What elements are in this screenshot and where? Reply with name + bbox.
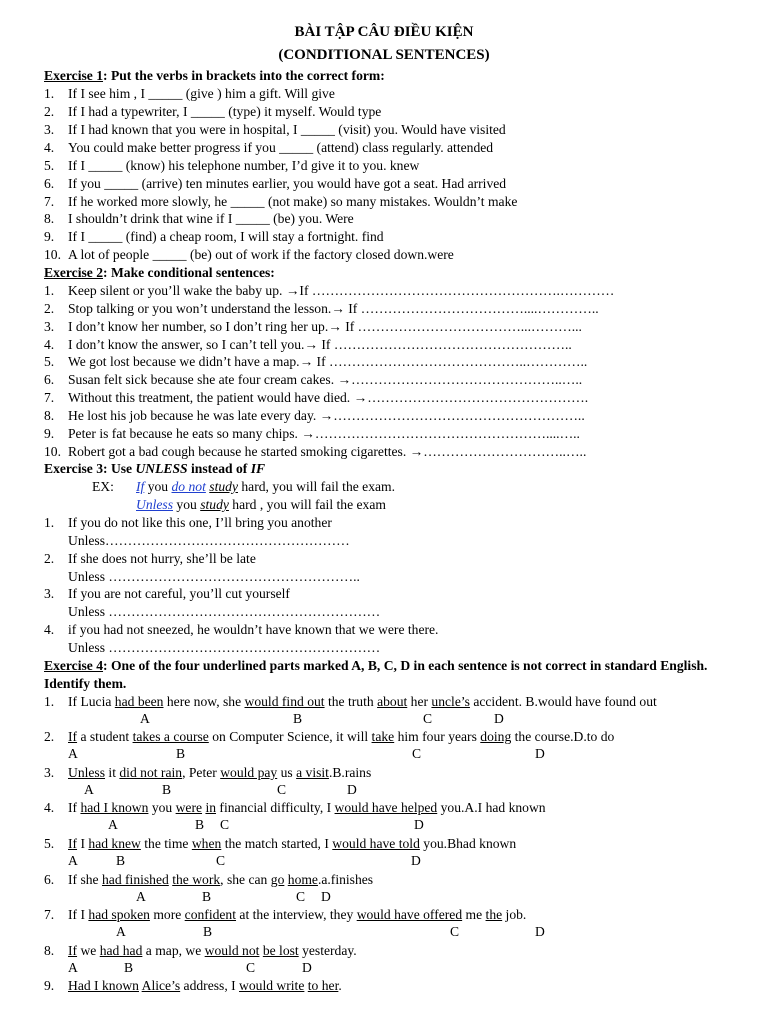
option-letter: B — [176, 746, 186, 761]
option-letter: A — [68, 853, 78, 868]
ex4-sentence: 8. If we had had a map, we would not be lost yesterday. — [44, 943, 357, 958]
ex3-answer-line: Unless ……………………………………………….. — [68, 569, 360, 584]
ex3-item: 4. if you had not sneezed, he wouldn’t have known that we were there. — [44, 622, 439, 637]
ex2-item: 9. Peter is fat because he eats so many chips. →……………………………………………....….. — [44, 426, 580, 441]
ex2-item: 10. Robert got a bad cough because he started smoking cigarettes. →…………………………..….. — [44, 444, 587, 459]
option-letter: C — [450, 924, 460, 939]
option-letter: B — [293, 711, 303, 726]
page-subtitle: (CONDITIONAL SENTENCES) — [278, 47, 490, 63]
option-letter: B — [203, 924, 213, 939]
ex3-item: 3. If you are not careful, you’ll cut yourself — [44, 586, 290, 601]
ex1-item: 8. I shouldn’t drink that wine if I _____ (be) you. Were — [44, 211, 354, 226]
ex2-item: 1. Keep silent or you’ll wake the baby up. →If ……………………………………………….………… — [44, 283, 615, 298]
ex4-sentence: 9. Had I known Alice’s address, I would write to her. — [44, 978, 342, 993]
option-letter: C — [412, 746, 422, 761]
option-letter: A — [68, 746, 78, 761]
ex4-sentence: 4. If had I known you were in financial difficulty, I would have helped you.A.I had known — [44, 800, 546, 815]
ex2-item: 7. Without this treatment, the patient would have died. →…………………………………………. — [44, 390, 589, 405]
ex4-sentence: 5. If I had knew the time when the match started, I would have told you.Bhad known — [44, 836, 517, 851]
ex1-item: 10. A lot of people _____ (be) out of work if the factory closed down.were — [44, 247, 454, 262]
ex4-sentence: 7. If I had spoken more confident at the interview, they would have offered me the job. — [44, 907, 527, 922]
ex3-example-1: EX: If you do not study hard, you will fail the exam. — [92, 479, 396, 494]
ex1-item: 5. If I _____ (know) his telephone number, I’d give it to you. knew — [44, 158, 420, 173]
ex1-item: 3. If I had known that you were in hospital, I _____ (visit) you. Would have visited — [44, 122, 506, 137]
ex3-answer-line: Unless …………………………………………………… — [68, 604, 381, 619]
page-title: BÀI TẬP CÂU ĐIỀU KIỆN — [294, 24, 474, 40]
option-letter: C — [296, 889, 306, 904]
ex4-sentence: 6. If she had finished the work, she can go home.a.finishes — [44, 872, 374, 887]
ex3-example-2: Unless you study hard , you will fail the exam — [136, 497, 386, 512]
ex2-item: 3. I don’t know her number, so I don’t ring her up.→ If ………………………………...………... — [44, 319, 582, 334]
ex1-item: 1. If I see him , I _____ (give ) him a gift. Will give — [44, 86, 335, 101]
option-letter: C — [423, 711, 433, 726]
ex3-answer-line: Unless……………………………………………… — [68, 533, 350, 548]
ex4-sentence: 1. If Lucia had been here now, she would find out the truth about her uncle’s accident. B.would have found out — [44, 694, 657, 709]
option-letter: D — [411, 853, 421, 868]
ex1-item: 4. You could make better progress if you _____ (attend) class regularly. attended — [44, 140, 494, 155]
exercise-2-heading: Exercise 2: Make conditional sentences: — [44, 265, 275, 280]
ex2-item: 8. He lost his job because he was late every day. →……………………………………………….. — [44, 408, 585, 423]
option-letter: D — [535, 924, 545, 939]
ex3-item: 1. If you do not like this one, I’ll bring you another — [44, 515, 332, 530]
ex2-item: 5. We got lost because we didn’t have a map.→ If ……………………………………..………….. — [44, 354, 588, 369]
exercise-3-heading: Exercise 3: Use UNLESS instead of IF — [44, 461, 266, 476]
option-letter: A — [136, 889, 146, 904]
option-letter: D — [535, 746, 545, 761]
option-letter: B — [116, 853, 126, 868]
option-letter: D — [321, 889, 331, 904]
option-letter: C — [216, 853, 226, 868]
ex3-item: 2. If she does not hurry, she’ll be late — [44, 551, 256, 566]
option-letter: A — [116, 924, 126, 939]
option-letter: B — [124, 960, 134, 975]
ex3-answer-line: Unless …………………………………………………… — [68, 640, 381, 655]
option-letter: A — [68, 960, 78, 975]
ex2-item: 2. Stop talking or you won’t understand the lesson.→ If ………………………………....………….. — [44, 301, 599, 316]
option-letter: A — [140, 711, 150, 726]
option-letter: B — [195, 817, 205, 832]
ex1-item: 9. If I _____ (find) a cheap room, I will stay a fortnight. find — [44, 229, 384, 244]
ex1-item: 6. If you _____ (arrive) ten minutes earlier, you would have got a seat. Had arrived — [44, 176, 507, 191]
ex1-item: 7. If he worked more slowly, he _____ (not make) so many mistakes. Wouldn’t make — [44, 194, 518, 209]
ex2-item: 6. Susan felt sick because she ate four cream cakes. →………………………………………..….. — [44, 372, 583, 387]
option-letter: C — [220, 817, 230, 832]
ex2-item: 4. I don’t know the answer, so I can’t tell you.→ If …………………………………………….. — [44, 337, 572, 352]
ex4-sentence: 3. Unless it did not rain, Peter would pay us a visit.B.rains — [44, 765, 372, 780]
option-letter: B — [202, 889, 212, 904]
ex1-item: 2. If I had a typewriter, I _____ (type) it myself. Would type — [44, 104, 382, 119]
option-letter: C — [246, 960, 256, 975]
option-letter: D — [494, 711, 504, 726]
exercise-4-heading: Exercise 4: One of the four underlined parts marked A, B, C, D in each sentence is not correct in standard English. Identify them. — [44, 658, 708, 691]
option-letter: A — [108, 817, 118, 832]
ex4-sentence: 2. If a student takes a course on Computer Science, it will take him four years doing the course.D.to do — [44, 729, 615, 744]
option-letter: B — [162, 782, 172, 797]
option-letter: D — [302, 960, 312, 975]
option-letter: C — [277, 782, 287, 797]
option-letter: D — [347, 782, 357, 797]
option-letter: D — [414, 817, 424, 832]
option-letter: A — [84, 782, 94, 797]
exercise-1-heading: Exercise 1: Put the verbs in brackets into the correct form: — [44, 68, 385, 83]
